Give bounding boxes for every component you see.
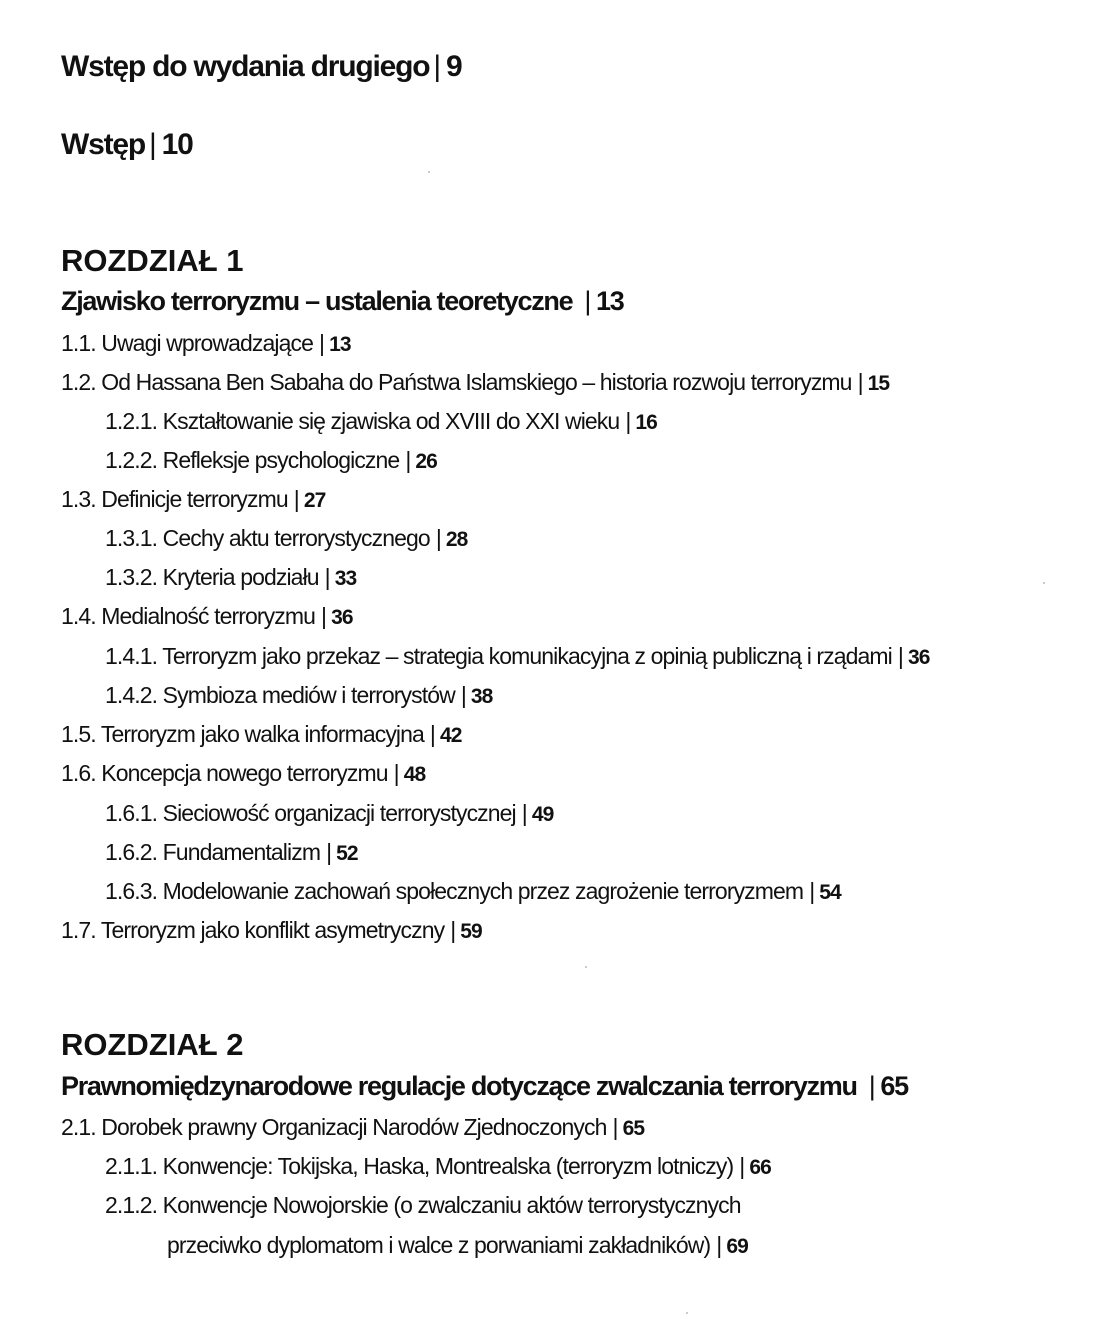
toc-entry bbox=[61, 603, 353, 630]
separator-bar: | bbox=[321, 603, 327, 629]
toc-entry-number: 1.7. bbox=[61, 917, 96, 943]
separator-bar: | bbox=[584, 286, 591, 316]
toc-subentry bbox=[105, 800, 553, 827]
toc-entry-page: 42 bbox=[440, 724, 462, 747]
toc-entry-number: 1.6.1. bbox=[105, 800, 158, 826]
toc-entry-title: Wstęp do wydania drugiego bbox=[61, 50, 430, 83]
separator-bar: | bbox=[324, 564, 330, 590]
separator-bar: | bbox=[716, 1232, 722, 1258]
separator-bar: | bbox=[435, 525, 441, 551]
toc-entry-number: 2.1.2. bbox=[105, 1192, 158, 1218]
toc-entry-number: 1.4.1. bbox=[105, 643, 158, 669]
toc-subentry bbox=[105, 878, 841, 905]
toc-subentry bbox=[105, 682, 492, 709]
toc-entry-title: Wstęp bbox=[61, 128, 146, 161]
toc-subentry bbox=[105, 1192, 741, 1219]
chapter-label: ROZDZIAŁ 2 bbox=[61, 1027, 244, 1062]
toc-entry-number: 1.3.2. bbox=[105, 564, 158, 590]
toc-entry-title: Koncepcja nowego terroryzmu bbox=[101, 760, 388, 786]
toc-entry-page: 28 bbox=[445, 528, 468, 551]
toc-entry-number: 1.5. bbox=[61, 721, 96, 747]
separator-bar: | bbox=[521, 800, 527, 826]
toc-entry-page: 38 bbox=[470, 685, 493, 708]
separator-bar: | bbox=[809, 878, 815, 904]
toc-entry-title: Sieciowość organizacji terrorystycznej bbox=[162, 800, 516, 826]
toc-entry-title: Symbioza mediów i terrorystów bbox=[162, 682, 455, 708]
toc-entry-number: 1.1. bbox=[61, 330, 96, 356]
separator-bar: | bbox=[319, 330, 325, 356]
toc-entry-title: Kryteria podziału bbox=[162, 564, 319, 590]
toc-entry-page: 36 bbox=[331, 606, 353, 629]
toc-subentry bbox=[105, 839, 358, 866]
separator-bar: | bbox=[450, 917, 456, 943]
chapter-page: 13 bbox=[596, 286, 624, 316]
toc-entry-title: Refleksje psychologiczne bbox=[162, 447, 400, 473]
toc-entry-title: Kształtowanie się zjawiska od XVIII do XXI wieku bbox=[162, 408, 620, 434]
separator-bar: | bbox=[429, 721, 435, 747]
toc-subentry bbox=[105, 525, 467, 552]
toc-entry bbox=[61, 721, 462, 748]
toc-entry bbox=[61, 330, 351, 357]
toc-subentry bbox=[105, 408, 657, 435]
toc-entry-title: przeciwko dyplomatom i walce z porwaniami zakładników) bbox=[167, 1232, 711, 1258]
toc-entry-number: 1.4.2. bbox=[105, 682, 158, 708]
toc-intro-entry bbox=[61, 50, 461, 84]
separator-bar: | bbox=[897, 643, 903, 669]
toc-entry-page: 13 bbox=[329, 333, 351, 356]
separator-bar: | bbox=[393, 760, 399, 786]
toc-subentry bbox=[105, 643, 930, 670]
toc-entry-number: 1.4. bbox=[61, 603, 96, 629]
toc-entry-number: 1.6. bbox=[61, 760, 96, 786]
toc-entry-page: 48 bbox=[403, 763, 426, 786]
chapter-title: Prawnomiędzynarodowe regulacje dotyczące zwalczania terroryzmu bbox=[61, 1071, 857, 1101]
toc-entry-title: Modelowanie zachowań społecznych przez zagrożenie terroryzmem bbox=[162, 878, 804, 904]
separator-bar: | bbox=[405, 447, 411, 473]
toc-entry-title: Cechy aktu terrorystycznego bbox=[162, 525, 430, 551]
chapter-label: ROZDZIAŁ 1 bbox=[61, 243, 244, 278]
separator-bar: | bbox=[293, 486, 299, 512]
toc-entry-page: 52 bbox=[336, 842, 358, 865]
separator-bar: | bbox=[868, 1071, 875, 1101]
toc-entry-number: 1.6.3. bbox=[105, 878, 158, 904]
toc-entry bbox=[61, 917, 482, 944]
toc-entry-title: Definicje terroryzmu bbox=[101, 486, 288, 512]
toc-entry-page: 9 bbox=[445, 50, 462, 83]
toc-entry-page: 54 bbox=[819, 881, 841, 904]
toc-entry-title: Dorobek prawny Organizacji Narodów Zjednoczonych bbox=[101, 1114, 607, 1140]
toc-entry-page: 10 bbox=[161, 128, 193, 161]
toc-subentry bbox=[105, 1153, 771, 1180]
toc-entry-page: 59 bbox=[460, 920, 482, 943]
toc-entry bbox=[61, 369, 889, 396]
toc-entry-title: Uwagi wprowadzające bbox=[101, 330, 313, 356]
toc-entry-page: 16 bbox=[635, 411, 657, 434]
toc-entry bbox=[61, 1114, 644, 1141]
chapter-title-line bbox=[61, 286, 623, 317]
chapter-page: 65 bbox=[880, 1071, 908, 1101]
toc-entry-title: Fundamentalizm bbox=[162, 839, 321, 865]
toc-entry-page: 65 bbox=[622, 1117, 645, 1140]
separator-bar: | bbox=[857, 369, 863, 395]
toc-entry-page: 66 bbox=[749, 1156, 771, 1179]
toc-entry-number: 1.2.1. bbox=[105, 408, 158, 434]
chapter-title-line bbox=[61, 1071, 908, 1102]
separator-bar: | bbox=[460, 682, 466, 708]
separator-bar: | bbox=[326, 839, 332, 865]
toc-entry bbox=[61, 760, 425, 787]
toc-entry-page: 15 bbox=[867, 372, 890, 395]
toc-entry-number: 1.2.2. bbox=[105, 447, 158, 473]
toc-entry-number: 2.1. bbox=[61, 1114, 96, 1140]
toc-subentry-continuation bbox=[167, 1232, 748, 1259]
toc-entry bbox=[61, 486, 325, 513]
separator-bar: | bbox=[149, 128, 156, 161]
toc-entry-title: Medialność terroryzmu bbox=[101, 603, 315, 629]
toc-subentry bbox=[105, 447, 437, 474]
toc-entry-page: 27 bbox=[303, 489, 326, 512]
toc-entry-number: 1.6.2. bbox=[105, 839, 158, 865]
separator-bar: | bbox=[433, 50, 440, 83]
toc-subentry bbox=[105, 564, 356, 591]
toc-entry-page: 26 bbox=[415, 450, 437, 473]
toc-entry-title: Terroryzm jako przekaz – strategia komunikacyjna z opinią publiczną i rządami bbox=[162, 643, 892, 669]
toc-entry-number: 1.2. bbox=[61, 369, 96, 395]
toc-entry-page: 69 bbox=[726, 1235, 748, 1258]
toc-entry-page: 36 bbox=[907, 646, 930, 669]
separator-bar: | bbox=[739, 1153, 745, 1179]
separator-bar: | bbox=[612, 1114, 618, 1140]
scan-speck bbox=[585, 966, 587, 968]
toc-entry-title: Konwencje: Tokijska, Haska, Montrealska (terroryzm lotniczy) bbox=[162, 1153, 734, 1179]
toc-entry-number: 1.3. bbox=[61, 486, 96, 512]
toc-entry-number: 2.1.1. bbox=[105, 1153, 158, 1179]
scan-speck bbox=[1043, 582, 1045, 584]
toc-entry-page: 49 bbox=[531, 803, 554, 826]
toc-entry-title: Od Hassana Ben Sabaha do Państwa Islamskiego – historia rozwoju terroryzmu bbox=[101, 369, 852, 395]
toc-entry-title: Terroryzm jako walka informacyjna bbox=[100, 721, 424, 747]
separator-bar: | bbox=[625, 408, 631, 434]
scan-speck bbox=[686, 1312, 688, 1314]
toc-entry-number: 1.3.1. bbox=[105, 525, 158, 551]
toc-intro-entry bbox=[61, 128, 193, 162]
scan-speck bbox=[428, 171, 430, 173]
toc-entry-title: Terroryzm jako konflikt asymetryczny bbox=[100, 917, 445, 943]
chapter-title: Zjawisko terroryzmu – ustalenia teoretyczne bbox=[61, 286, 573, 316]
toc-entry-page: 33 bbox=[334, 567, 357, 590]
toc-entry-title: Konwencje Nowojorskie (o zwalczaniu aktów terrorystycznych bbox=[162, 1192, 741, 1218]
